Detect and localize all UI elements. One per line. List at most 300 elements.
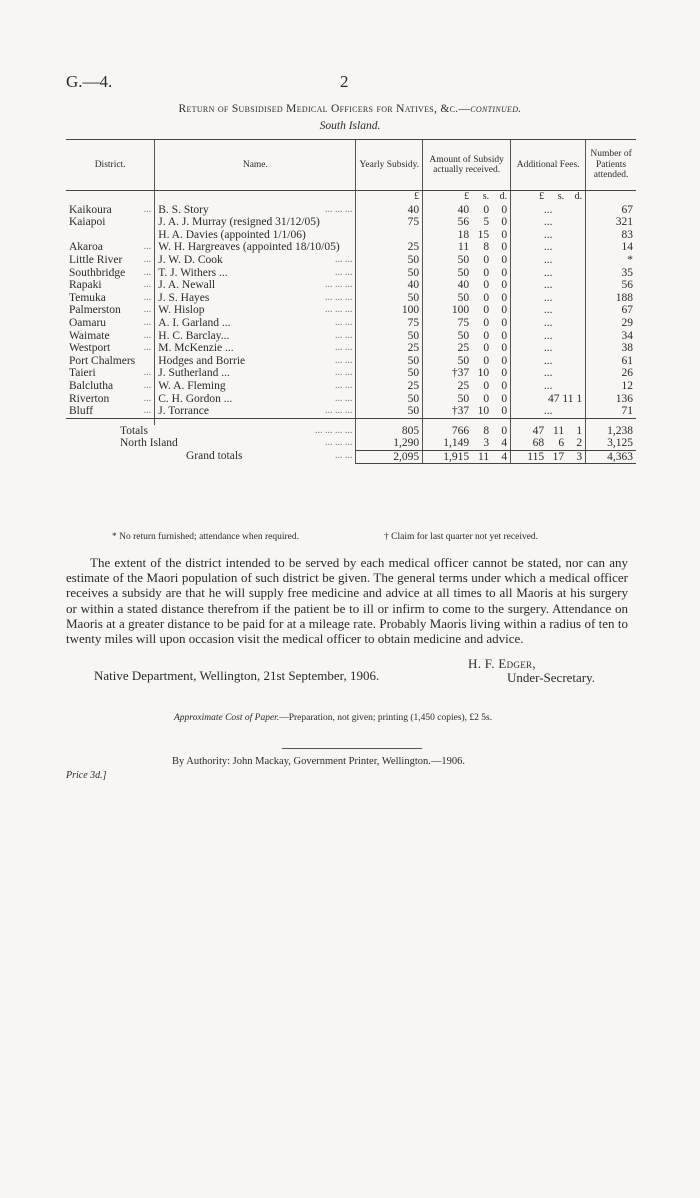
yearly-subsidy: 50 — [356, 292, 423, 305]
officer-dots: ... ... — [334, 316, 353, 328]
section-subtitle: South Island. — [319, 120, 381, 132]
amount-received-d: 0 — [501, 279, 508, 292]
amount-received-d: 0 — [501, 203, 508, 216]
amount-received — [423, 304, 511, 317]
district-name: Akaroa — [69, 241, 103, 254]
officer-name: H. A. Davies (appointed 1/1/06) — [158, 228, 306, 241]
officer-cell — [155, 254, 356, 267]
district-cell — [66, 342, 155, 355]
amount-received — [423, 292, 511, 305]
table-row — [66, 279, 636, 292]
units-row — [66, 191, 636, 204]
totals-row — [66, 425, 636, 438]
yearly-subsidy: 75 — [356, 216, 423, 229]
patients-attended: 29 — [586, 317, 636, 330]
patients-attended: 26 — [586, 367, 636, 380]
grand-totals-row-subsidy: 2,095 — [356, 450, 423, 464]
district-name: Bluff — [69, 405, 94, 418]
amount-received-l: †37 — [451, 367, 470, 380]
district-dots: ... — [143, 367, 152, 379]
district-name: Southbridge — [69, 266, 126, 279]
footnote-claim: † Claim for last quarter not yet received. — [384, 532, 539, 542]
table-body — [66, 191, 636, 464]
unit-pound: £ — [356, 191, 423, 204]
amount-received-d: 0 — [501, 329, 508, 342]
officer-name: H. C. Barclay... — [158, 329, 230, 342]
amount-received-l: 56 — [457, 216, 470, 229]
unit-l-fees: £ — [539, 191, 545, 202]
district-name: Kaiapoi — [69, 216, 106, 229]
title-continued: continued. — [470, 103, 522, 115]
patients-attended: 83 — [586, 229, 636, 242]
officer-name: C. H. Gordon ... — [158, 392, 233, 405]
amount-received-l: 50 — [457, 253, 470, 266]
district-dots: ... — [143, 203, 152, 215]
officer-cell — [155, 267, 356, 280]
amount-received-d: 0 — [501, 379, 508, 392]
grand-totals-row — [66, 450, 636, 464]
table-row — [66, 204, 636, 217]
additional-fees: ... — [511, 304, 586, 317]
amount-received-d: 0 — [501, 367, 508, 380]
district-name: Westport — [69, 342, 111, 355]
officer-name: W. A. Fleming — [158, 379, 226, 392]
additional-fees: ... — [511, 367, 586, 380]
district-cell — [66, 304, 155, 317]
yearly-subsidy: 50 — [356, 405, 423, 418]
officer-cell — [155, 204, 356, 217]
district-cell — [66, 254, 155, 267]
amount-received — [423, 254, 511, 267]
amount-received — [423, 216, 511, 229]
yearly-subsidy: 75 — [356, 317, 423, 330]
cost-text: —Preparation, not given; printing (1,450 copies), £2 5s. — [279, 713, 493, 723]
district-dots: ... — [143, 405, 152, 417]
amount-received-s: 0 — [483, 253, 490, 266]
district-name: Rapaki — [69, 279, 102, 292]
amount-received-l: 100 — [451, 304, 470, 317]
grand-totals-row-dots: ... ... — [334, 450, 353, 462]
additional-fees: ... — [511, 330, 586, 343]
amount-received-l: 40 — [457, 279, 470, 292]
grand-totals-row-fees-s: 17 — [552, 450, 565, 463]
north-island-row-amount-d: 4 — [501, 437, 508, 450]
grand-totals-row-amount-d: 4 — [501, 450, 508, 463]
yearly-subsidy: 50 — [356, 267, 423, 280]
patients-attended: 188 — [586, 292, 636, 305]
col-yearly-subsidy: Yearly Subsidy. — [356, 140, 423, 191]
north-island-row-amount-s: 3 — [483, 437, 490, 450]
officer-dots: ... ... — [334, 342, 353, 354]
page-reference: G.—4. — [66, 72, 113, 91]
officer-cell — [155, 317, 356, 330]
amount-received-s: 10 — [477, 367, 490, 380]
totals-row-text: Totals — [120, 424, 148, 437]
district-name: Riverton — [69, 392, 110, 405]
district-cell — [66, 279, 155, 292]
amount-received-l: †37 — [451, 405, 470, 418]
yearly-subsidy: 25 — [356, 380, 423, 393]
grand-totals-row-amount-l: 1,915 — [443, 450, 470, 463]
yearly-subsidy: 50 — [356, 254, 423, 267]
patients-attended: 35 — [586, 267, 636, 280]
table-row — [66, 267, 636, 280]
totals-row-fees-l: 47 — [532, 424, 545, 437]
additional-fees: ... — [511, 405, 586, 418]
table-row — [66, 367, 636, 380]
title-main: Return of Subsidised Medical Officers for Natives, &c.— — [178, 103, 471, 115]
officer-dots: ... ... ... — [324, 279, 353, 291]
officer-name: M. McKenzie ... — [158, 342, 234, 355]
divider-rule — [282, 748, 422, 749]
amount-received-l: 40 — [457, 203, 470, 216]
north-island-row-amount — [423, 437, 511, 450]
col-district: District. — [66, 140, 155, 191]
yearly-subsidy: 25 — [356, 241, 423, 254]
north-island-row-fees — [511, 437, 586, 450]
officer-dots: ... ... — [334, 392, 353, 404]
amount-received-s: 0 — [483, 316, 490, 329]
yearly-subsidy: 40 — [356, 279, 423, 292]
amount-received — [423, 317, 511, 330]
amount-received-d: 0 — [501, 354, 508, 367]
additional-fees: ... — [511, 204, 586, 217]
table-row — [66, 393, 636, 406]
table-row — [66, 405, 636, 418]
additional-fees: ... — [511, 229, 586, 242]
amount-received-d: 0 — [501, 253, 508, 266]
amount-received — [423, 267, 511, 280]
district-cell — [66, 267, 155, 280]
amount-received-d: 0 — [501, 216, 508, 229]
officer-name: J. A. Newall — [158, 279, 216, 292]
cost-of-paper — [174, 713, 492, 723]
patients-attended: 14 — [586, 241, 636, 254]
officer-cell — [155, 229, 356, 242]
amount-received-s: 0 — [483, 342, 490, 355]
north-island-row-text: North Island — [120, 437, 178, 450]
table-row — [66, 304, 636, 317]
north-island-row-amount-l: 1,149 — [443, 437, 470, 450]
yearly-subsidy: 50 — [356, 367, 423, 380]
page-number: 2 — [340, 72, 349, 91]
amount-received-d: 0 — [501, 266, 508, 279]
amount-received-d: 0 — [501, 241, 508, 254]
totals-row-fees-d: 1 — [576, 424, 583, 437]
amount-received-d: 0 — [501, 304, 508, 317]
amount-received-d: 0 — [501, 228, 508, 241]
officer-dots: ... ... — [334, 379, 353, 391]
district-cell — [66, 355, 155, 368]
table-row — [66, 229, 636, 242]
amount-received-d: 0 — [501, 291, 508, 304]
officer-name: J. W. D. Cook — [158, 253, 223, 266]
district-cell — [66, 204, 155, 217]
additional-fees: ... — [511, 355, 586, 368]
amount-received-l: 75 — [457, 316, 470, 329]
yearly-subsidy: 50 — [356, 355, 423, 368]
yearly-subsidy: 40 — [356, 204, 423, 217]
officer-name: J. Sutherland ... — [158, 367, 230, 380]
printer-authority: By Authority: John Mackay, Government Printer, Wellington.—1906. — [172, 756, 465, 767]
amount-received-d: 0 — [501, 342, 508, 355]
unit-s-fees: s. — [557, 191, 565, 202]
district-dots: ... — [143, 266, 152, 278]
patients-attended: 12 — [586, 380, 636, 393]
price-note: Price 3d.] — [66, 770, 107, 781]
amount-received-s: 15 — [477, 228, 490, 241]
additional-fees: ... — [511, 380, 586, 393]
grand-totals-row-text: Grand totals — [186, 450, 243, 463]
amount-received-l: 50 — [457, 291, 470, 304]
signatory-name: H. F. Edger, — [468, 656, 536, 671]
amount-received-s: 0 — [483, 203, 490, 216]
table-row — [66, 254, 636, 267]
officer-name: B. S. Story — [158, 203, 209, 216]
additional-fees: ... — [511, 292, 586, 305]
officer-cell — [155, 330, 356, 343]
amount-received-l: 50 — [457, 392, 470, 405]
north-island-row-fees-d: 2 — [576, 437, 583, 450]
district-dots: ... — [143, 316, 152, 328]
amount-received-l: 25 — [457, 342, 470, 355]
patients-attended: 71 — [586, 405, 636, 418]
patients-attended: 56 — [586, 279, 636, 292]
officer-cell — [155, 355, 356, 368]
patients-attended: 136 — [586, 393, 636, 406]
amount-received-s: 8 — [483, 241, 490, 254]
patients-attended: 61 — [586, 355, 636, 368]
district-name: Kaikoura — [69, 203, 112, 216]
north-island-row-fees-l: 68 — [532, 437, 545, 450]
amount-received — [423, 355, 511, 368]
officer-name: J. A. J. Murray (resigned 31/12/05) — [158, 216, 320, 229]
officer-dots: ... ... ... — [324, 291, 353, 303]
additional-fees: ... — [511, 317, 586, 330]
amount-received-s: 5 — [483, 216, 490, 229]
amount-received — [423, 330, 511, 343]
district-cell — [66, 241, 155, 254]
additional-fees: ... — [511, 241, 586, 254]
col-name: Name. — [155, 140, 356, 191]
officer-dots: ... ... ... — [324, 405, 353, 417]
yearly-subsidy: 50 — [356, 330, 423, 343]
district-dots: ... — [143, 304, 152, 316]
yearly-subsidy: 100 — [356, 304, 423, 317]
officer-cell — [155, 292, 356, 305]
table-row — [66, 241, 636, 254]
north-island-row-subsidy: 1,290 — [356, 437, 423, 450]
officer-cell — [155, 279, 356, 292]
totals-row-subsidy: 805 — [356, 425, 423, 438]
col-amount-received: Amount of Subsidy actually received. — [423, 140, 511, 191]
district-cell — [66, 216, 155, 229]
yearly-subsidy: 50 — [356, 393, 423, 406]
signatory-title: Under-Secretary. — [507, 670, 596, 685]
district-dots: ... — [143, 342, 152, 354]
cost-label: Approximate Cost of Paper. — [174, 713, 280, 723]
officer-name: J. S. Hayes — [158, 291, 210, 304]
table-row — [66, 380, 636, 393]
district-dots: ... — [143, 379, 152, 391]
officer-cell — [155, 304, 356, 317]
grand-totals-row-fees-l: 115 — [527, 450, 545, 463]
district-name: Oamaru — [69, 316, 107, 329]
additional-fees: 47 11 1 — [511, 393, 586, 406]
district-cell — [66, 405, 155, 418]
patients-attended: 321 — [586, 216, 636, 229]
totals-row-fees — [511, 425, 586, 438]
additional-fees: ... — [511, 279, 586, 292]
amount-received-l: 50 — [457, 354, 470, 367]
table-row — [66, 355, 636, 368]
officer-name: W. Hislop — [158, 304, 205, 317]
officer-name: A. I. Garland ... — [158, 316, 231, 329]
table-row — [66, 216, 636, 229]
return-title — [0, 103, 700, 115]
north-island-row — [66, 437, 636, 450]
amount-received — [423, 380, 511, 393]
grand-totals-row-label — [66, 450, 356, 464]
district-cell — [66, 330, 155, 343]
additional-fees: ... — [511, 216, 586, 229]
unit-s: s. — [482, 191, 490, 202]
officer-cell — [155, 405, 356, 418]
officer-name: T. J. Withers ... — [158, 266, 228, 279]
totals-row-amount-l: 766 — [451, 424, 470, 437]
amount-received-l: 18 — [457, 228, 470, 241]
explanatory-paragraph: The extent of the district intended to be served by each medical officer cannot be stated, nor can any estimate of the Maori population of such district be given. The general terms under which a medical officer receives a subsidy are that he will supply free medicine and advice at all times to all Maoris at his surgery or within a stated distance therefrom if the patient be to ill or infirm to come to the surgery. Attendance on Maoris at a greater distance to be paid for at a mileage rate. Probably Maoris living within a radius of ten to twenty miles will upon occasion visit the medical officer to obtain medicine and advice. — [66, 555, 628, 647]
district-dots: ... — [143, 253, 152, 265]
officer-dots: ... ... — [334, 266, 353, 278]
district-name: Little River — [69, 253, 123, 266]
table-row — [66, 330, 636, 343]
amount-received-s: 0 — [483, 304, 490, 317]
officer-name: W. H. Hargreaves (appointed 18/10/05) — [158, 241, 340, 254]
totals-row-fees-s: 11 — [553, 424, 565, 437]
officer-cell — [155, 393, 356, 406]
amount-received-s: 0 — [483, 354, 490, 367]
patients-attended: 67 — [586, 304, 636, 317]
district-name: Waimate — [69, 329, 110, 342]
officer-cell — [155, 367, 356, 380]
grand-totals-row-patients: 4,363 — [586, 450, 636, 464]
district-cell — [66, 229, 155, 242]
amount-received — [423, 279, 511, 292]
officer-name: Hodges and Borrie — [158, 354, 246, 367]
department-line: Native Department, Wellington, 21st September, 1906. — [94, 668, 380, 683]
amount-received — [423, 393, 511, 406]
district-cell — [66, 292, 155, 305]
amount-received-s: 10 — [477, 405, 490, 418]
district-cell — [66, 317, 155, 330]
district-cell — [66, 380, 155, 393]
yearly-subsidy — [356, 229, 423, 242]
amount-received-d: 0 — [501, 405, 508, 418]
officer-cell — [155, 380, 356, 393]
district-cell — [66, 393, 155, 406]
district-dots: ... — [143, 392, 152, 404]
amount-received-d: 0 — [501, 316, 508, 329]
amount-received-l: 50 — [457, 266, 470, 279]
officer-dots: ... ... — [334, 354, 353, 366]
additional-fees: ... — [511, 254, 586, 267]
officer-cell — [155, 241, 356, 254]
north-island-row-fees-s: 6 — [558, 437, 565, 450]
amount-received-s: 0 — [483, 329, 490, 342]
district-dots: ... — [143, 241, 152, 253]
officer-dots: ... ... — [334, 329, 353, 341]
unit-d-fees: d. — [574, 191, 583, 202]
district-name: Temuka — [69, 291, 106, 304]
amount-received-s: 0 — [483, 392, 490, 405]
subsidy-table — [66, 139, 636, 464]
officer-dots: ... ... — [334, 253, 353, 265]
grand-totals-row-fees — [511, 450, 586, 464]
district-name: Palmerston — [69, 304, 121, 317]
amount-received — [423, 367, 511, 380]
table-header-row — [66, 140, 636, 191]
grand-totals-row-fees-d: 3 — [576, 450, 583, 463]
yearly-subsidy: 25 — [356, 342, 423, 355]
totals-row-patients: 1,238 — [586, 425, 636, 438]
north-island-row-patients: 3,125 — [586, 437, 636, 450]
table-row — [66, 317, 636, 330]
officer-dots: ... ... ... — [324, 304, 353, 316]
amount-received — [423, 204, 511, 217]
amount-received — [423, 342, 511, 355]
amount-received-s: 0 — [483, 279, 490, 292]
amount-received — [423, 229, 511, 242]
col-additional-fees: Additional Fees. — [511, 140, 586, 191]
patients-attended: 67 — [586, 204, 636, 217]
amount-received-s: 0 — [483, 291, 490, 304]
grand-totals-row-amount-s: 11 — [478, 450, 490, 463]
grand-totals-row-amount — [423, 450, 511, 464]
district-dots: ... — [143, 291, 152, 303]
officer-name: J. Torrance — [158, 405, 209, 418]
footnote-no-return: * No return furnished; attendance when required. — [112, 532, 300, 542]
patients-attended: 34 — [586, 330, 636, 343]
amount-received-s: 0 — [483, 266, 490, 279]
unit-l: £ — [464, 191, 470, 202]
patients-attended: 38 — [586, 342, 636, 355]
additional-fees: ... — [511, 267, 586, 280]
amount-received-l: 50 — [457, 329, 470, 342]
officer-cell — [155, 342, 356, 355]
table-row — [66, 292, 636, 305]
north-island-row-dots: ... ... ... — [324, 437, 353, 449]
amount-received-l: 11 — [458, 241, 470, 254]
totals-row-amount — [423, 425, 511, 438]
district-cell — [66, 367, 155, 380]
officer-dots: ... ... — [334, 367, 353, 379]
amount-received — [423, 241, 511, 254]
col-patients: Number of Patients attended. — [586, 140, 636, 191]
amount-received-s: 0 — [483, 379, 490, 392]
district-name: Taieri — [69, 367, 96, 380]
totals-row-label — [66, 425, 356, 438]
officer-cell — [155, 216, 356, 229]
district-dots: ... — [143, 329, 152, 341]
district-dots: ... — [143, 279, 152, 291]
totals-row-amount-s: 8 — [483, 424, 490, 437]
totals-row-amount-d: 0 — [501, 424, 508, 437]
officer-dots: ... ... ... — [324, 203, 353, 215]
table-row — [66, 342, 636, 355]
additional-fees: ... — [511, 342, 586, 355]
district-name: Port Chalmers — [69, 354, 136, 367]
